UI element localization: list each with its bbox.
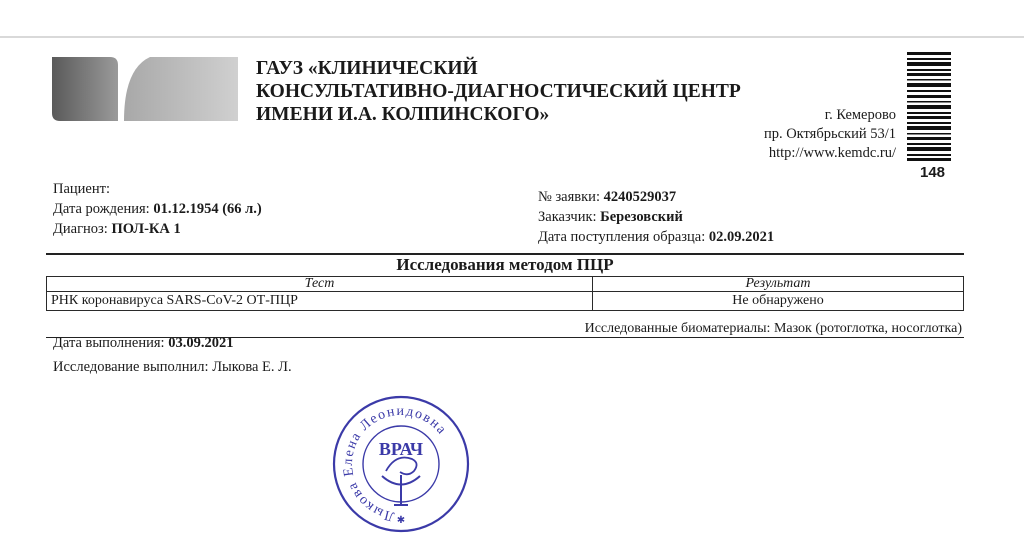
test-name-cell: РНК коронавируса SARS-CoV-2 ОТ-ПЦР (47, 292, 593, 311)
results-table (46, 276, 964, 311)
received-label: Дата поступления образца: (538, 229, 706, 245)
pcr-results-section (46, 253, 964, 338)
stamp-center-text: ВРАЧ (378, 439, 424, 459)
clinic-address (764, 106, 896, 163)
patient-info (53, 179, 262, 239)
address-city: г. Кемерово (824, 107, 896, 123)
diagnosis-label: Диагноз: (53, 221, 108, 237)
performer-value: Лыкова Е. Л. (212, 359, 292, 375)
doctor-stamp (330, 393, 472, 535)
performer-label: Исследование выполнил: (53, 359, 209, 375)
diagnosis-value: ПОЛ-КА 1 (111, 221, 181, 237)
customer-value: Березовский (600, 209, 683, 225)
request-label: № заявки: (538, 189, 600, 205)
org-line-2: КОНСУЛЬТАТИВНО-ДИАГНОСТИЧЕСКИЙ ЦЕНТР (256, 81, 741, 102)
done-value: 03.09.2021 (168, 335, 234, 351)
section-title: Исследования методом ПЦР (396, 255, 614, 274)
customer-label: Заказчик: (538, 209, 597, 225)
org-line-3: ИМЕНИ И.А. КОЛПИНСКОГО» (256, 104, 550, 125)
completion-date (53, 335, 233, 352)
result-cell: Не обнаружено (593, 292, 964, 311)
paper-edge (0, 36, 1024, 38)
stamp-ring-text: Лыкова Елена Леонидовна (340, 403, 450, 524)
patient-label: Пациент: (53, 181, 110, 197)
clinic-logo (50, 55, 240, 123)
dob-label: Дата рождения: (53, 201, 150, 217)
done-label: Дата выполнения: (53, 335, 165, 351)
dob-value: 01.12.1954 (66 л.) (153, 201, 262, 217)
stamp-star-icon: ✱ (396, 515, 406, 526)
column-header-result: Результат (593, 277, 964, 292)
barcode-number: 148 (920, 164, 946, 181)
address-website: http://www.kemdc.ru/ (768, 145, 896, 161)
table-header-row (47, 277, 964, 292)
received-value: 02.09.2021 (708, 229, 775, 245)
request-value: 4240529037 (603, 189, 677, 205)
address-street: пр. Октябрьский 53/1 (763, 126, 896, 142)
organization-name (256, 57, 776, 126)
order-info (538, 187, 774, 247)
column-header-test: Тест (47, 277, 593, 292)
org-line-1: ГАУЗ «КЛИНИЧЕСКИЙ (256, 58, 478, 79)
barcode (905, 50, 953, 165)
table-row (47, 292, 964, 311)
biomaterial-note: Исследованные биоматериалы: Мазок (ротоглотка, носоглотка) (584, 321, 962, 336)
performer (53, 359, 292, 376)
